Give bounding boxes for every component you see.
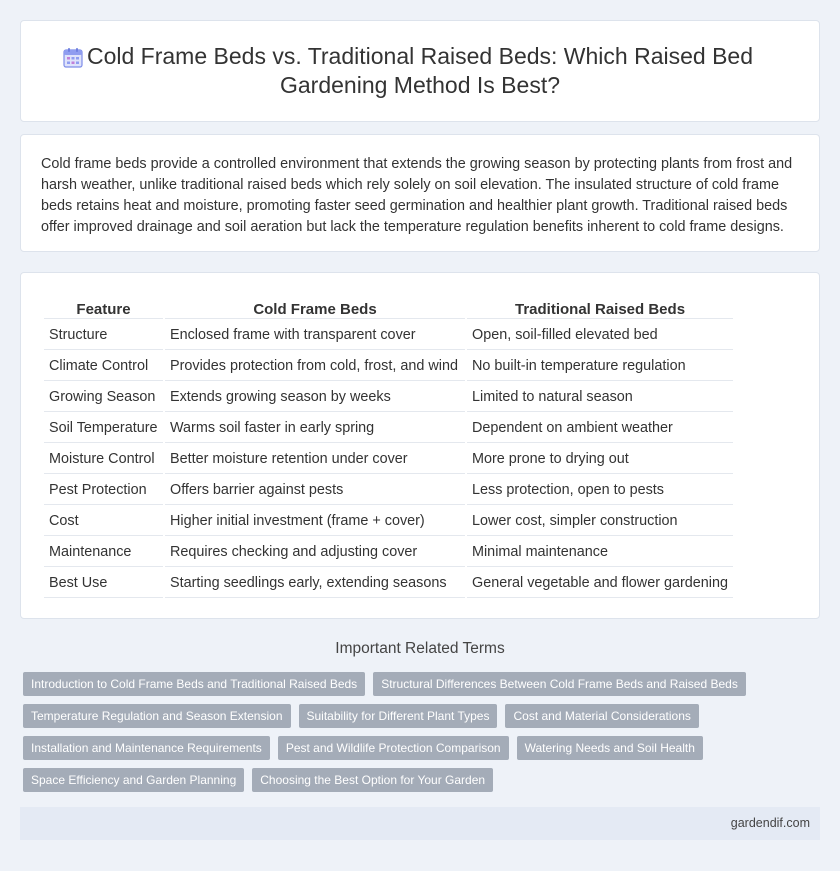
table-cell: Better moisture retention under cover — [165, 445, 465, 474]
table-cell: Higher initial investment (frame + cover) — [165, 507, 465, 536]
tag-row — [23, 672, 823, 696]
column-header-traditional: Traditional Raised Beds — [467, 297, 733, 319]
table-row — [44, 383, 733, 412]
table-cell: Open, soil-filled elevated bed — [467, 321, 733, 350]
title-card — [20, 20, 820, 122]
table-cell: Lower cost, simpler construction — [467, 507, 733, 536]
table-cell: Best Use — [44, 569, 163, 598]
table-cell: Cost — [44, 507, 163, 536]
tag-row — [23, 704, 823, 728]
related-term-tag[interactable]: Choosing the Best Option for Your Garden — [252, 768, 493, 792]
table-cell: Moisture Control — [44, 445, 163, 474]
table-cell: Climate Control — [44, 352, 163, 381]
column-header-cold-frame: Cold Frame Beds — [165, 297, 465, 319]
related-term-tag[interactable]: Watering Needs and Soil Health — [517, 736, 703, 760]
tag-row — [23, 768, 823, 792]
table-cell: Maintenance — [44, 538, 163, 567]
table-row — [44, 414, 733, 443]
related-terms-heading: Important Related Terms — [335, 640, 505, 657]
table-cell: Requires checking and adjusting cover — [165, 538, 465, 567]
tag-row — [23, 736, 823, 760]
table-cell: Soil Temperature — [44, 414, 163, 443]
footer — [20, 807, 820, 840]
table-cell: Minimal maintenance — [467, 538, 733, 567]
table-row — [44, 569, 733, 598]
related-term-tag[interactable]: Space Efficiency and Garden Planning — [23, 768, 244, 792]
related-term-tag[interactable]: Pest and Wildlife Protection Comparison — [278, 736, 509, 760]
table-row — [44, 321, 733, 350]
table-cell: Less protection, open to pests — [467, 476, 733, 505]
table-cell: Offers barrier against pests — [165, 476, 465, 505]
related-term-tag[interactable]: Temperature Regulation and Season Extension — [23, 704, 291, 728]
intro-paragraph: Cold frame beds provide a controlled environment that extends the growing season by protecting plants from frost and harsh weather, unlike traditional raised beds which rely solely on soil elevation. The insulated structure of cold frame beds retains heat and moisture, promoting faster seed germination and healthier plant growth. Traditional raised beds offer improved drainage and soil aeration but lack the temperature regulation benefits inherent to cold frame designs. — [41, 156, 793, 235]
table-row — [44, 507, 733, 536]
table-cell: No built-in temperature regulation — [467, 352, 733, 381]
table-cell: More prone to drying out — [467, 445, 733, 474]
column-header-feature: Feature — [44, 297, 163, 319]
related-term-tag[interactable]: Cost and Material Considerations — [505, 704, 698, 728]
table-row — [44, 476, 733, 505]
table-cell: Starting seedlings early, extending seasons — [165, 569, 465, 598]
table-cell: Limited to natural season — [467, 383, 733, 412]
intro-card — [20, 134, 820, 252]
related-terms-list — [23, 672, 823, 800]
table-cell: Enclosed frame with transparent cover — [165, 321, 465, 350]
table-row — [44, 538, 733, 567]
table-row — [44, 445, 733, 474]
related-term-tag[interactable]: Installation and Maintenance Requirements — [23, 736, 270, 760]
comparison-table — [42, 295, 735, 600]
page-title: Cold Frame Beds vs. Traditional Raised Beds: Which Raised Bed Gardening Method Is Best? — [86, 43, 754, 98]
related-term-tag[interactable]: Introduction to Cold Frame Beds and Traditional Raised Beds — [23, 672, 365, 696]
table-cell: Dependent on ambient weather — [467, 414, 733, 443]
table-cell: General vegetable and flower gardening — [467, 569, 733, 598]
related-term-tag[interactable]: Suitability for Different Plant Types — [299, 704, 498, 728]
table-row — [44, 352, 733, 381]
footer-site-link[interactable]: gardendif.com — [730, 816, 810, 830]
table-cell: Warms soil faster in early spring — [165, 414, 465, 443]
table-cell: Pest Protection — [44, 476, 163, 505]
related-term-tag[interactable]: Structural Differences Between Cold Frame Beds and Raised Beds — [373, 672, 746, 696]
table-cell: Extends growing season by weeks — [165, 383, 465, 412]
table-cell: Growing Season — [44, 383, 163, 412]
comparison-card — [20, 272, 820, 619]
table-cell: Provides protection from cold, frost, and wind — [165, 352, 465, 381]
table-cell: Structure — [44, 321, 163, 350]
table-header-row — [44, 297, 733, 319]
